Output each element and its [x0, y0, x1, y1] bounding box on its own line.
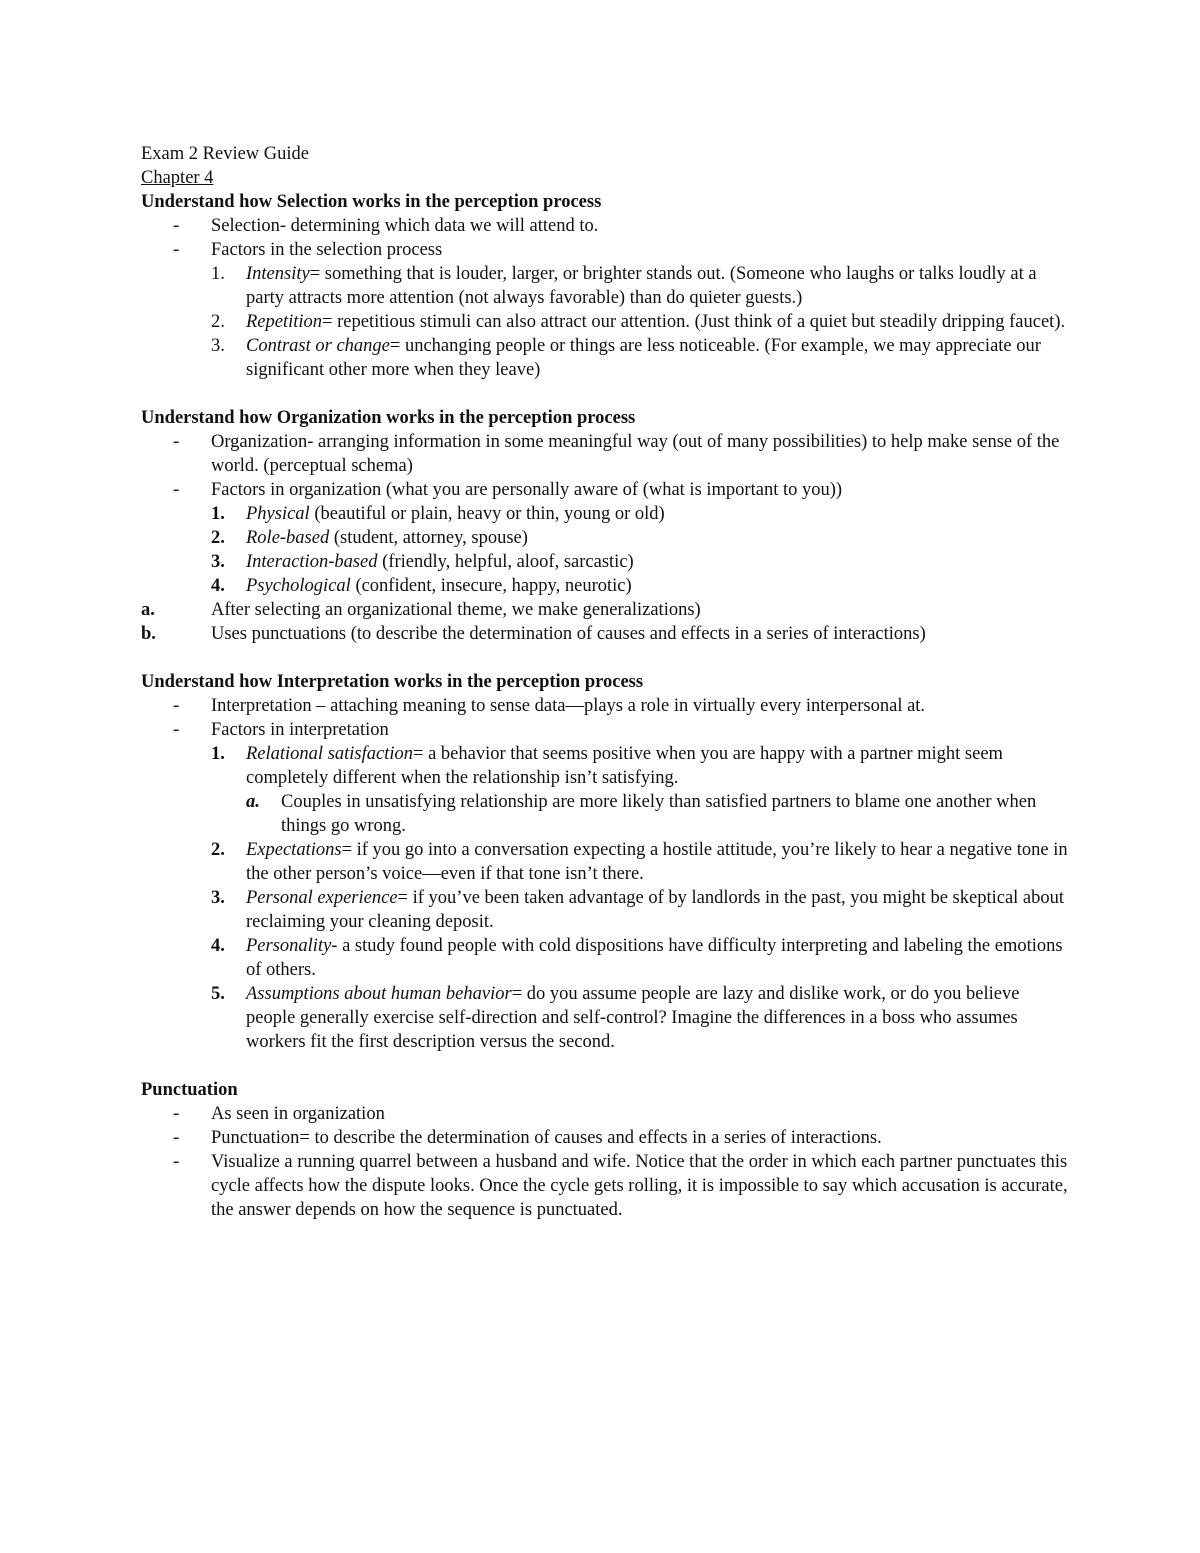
item-number: 3.	[211, 552, 225, 572]
item-text: = do you assume people are lazy and dislike work, or do you believe people generally exercise self-direction and self-control? Imagine the differences in a boss who assumes workers fit the first description versus the second.	[246, 984, 1020, 1052]
list-item	[141, 430, 1071, 478]
bullet-marker: -	[173, 696, 180, 716]
item-text: = if you’ve been taken advantage of by landlords in the past, you might be skeptical about reclaiming your cleaning deposit.	[246, 888, 1065, 932]
bullet-marker: -	[173, 240, 180, 260]
item-term: Repetition	[246, 312, 323, 332]
numbered-item	[141, 934, 1071, 982]
item-text: = a behavior that seems positive when you are happy with a partner might seem completely different when the relationship isn’t satisfying.	[246, 744, 1003, 788]
numbered-item	[141, 550, 1071, 574]
list-item	[141, 718, 1071, 742]
item-term: Physical	[246, 504, 310, 524]
bullet-text: Selection- determining which data we will attend to.	[211, 216, 599, 236]
bullet-text: Punctuation= to describe the determination of causes and effects in a series of interactions.	[211, 1128, 882, 1148]
item-term: Contrast or change	[246, 336, 390, 356]
item-term: Intensity	[246, 264, 310, 284]
bullet-marker: -	[173, 432, 180, 452]
item-text: After selecting an organizational theme, we make generalizations)	[211, 600, 701, 620]
bullet-text: Factors in the selection process	[211, 240, 443, 260]
item-term: Personality	[246, 936, 332, 956]
item-number: 4.	[211, 576, 225, 596]
numbered-item	[141, 838, 1071, 886]
numbered-item	[141, 982, 1071, 1054]
item-number: 2.	[211, 840, 225, 860]
numbered-item	[141, 886, 1071, 934]
item-term: Interaction-based	[246, 552, 378, 572]
item-number: 1.	[211, 504, 225, 524]
item-number: 4.	[211, 936, 225, 956]
item-text: (confident, insecure, happy, neurotic)	[350, 576, 632, 596]
bullet-text: Organization- arranging information in some meaningful way (out of many possibilities) to help make sense of the world. (perceptual schema)	[211, 432, 1060, 476]
bullet-text: Factors in organization (what you are personally aware of (what is important to you))	[211, 480, 843, 500]
document-page	[141, 142, 1071, 1222]
item-text: Uses punctuations (to describe the determination of causes and effects in a series of interactions)	[211, 624, 926, 644]
item-number: 3.	[211, 888, 225, 908]
numbered-item	[141, 742, 1071, 790]
list-item	[141, 238, 1071, 262]
lettered-item	[141, 598, 1071, 622]
item-number: 3.	[211, 336, 225, 356]
item-number: 1.	[211, 744, 225, 764]
item-number: 2.	[211, 312, 225, 332]
item-text: Couples in unsatisfying relationship are more likely than satisfied partners to blame one another when things go wrong.	[281, 792, 1037, 836]
bullet-marker: -	[173, 1128, 180, 1148]
bullet-text: As seen in organization	[211, 1104, 385, 1124]
bullet-marker: -	[173, 480, 180, 500]
item-term: Assumptions about human behavior	[246, 984, 512, 1004]
item-term: Role-based	[246, 528, 330, 548]
item-number: 2.	[211, 528, 225, 548]
item-letter: b.	[141, 624, 156, 644]
list-item	[141, 694, 1071, 718]
numbered-item	[141, 334, 1071, 382]
bullet-text: Factors in interpretation	[211, 720, 389, 740]
item-text: = something that is louder, larger, or brighter stands out. (Someone who laughs or talks loudly at a party attracts more attention (not always favorable) than do quieter guests.)	[246, 264, 1037, 308]
item-letter: a.	[141, 600, 155, 620]
list-item	[141, 214, 1071, 238]
item-text: = unchanging people or things are less noticeable. (For example, we may appreciate our significant other more when they leave)	[246, 336, 1041, 380]
chapter-heading: Chapter 4	[141, 168, 214, 188]
selection-heading: Understand how Selection works in the perception process	[141, 192, 602, 212]
lettered-item	[141, 622, 1071, 646]
item-text: (student, attorney, spouse)	[329, 528, 528, 548]
item-text: (friendly, helpful, aloof, sarcastic)	[377, 552, 634, 572]
list-item	[141, 478, 1071, 502]
numbered-item	[141, 574, 1071, 598]
numbered-item	[141, 502, 1071, 526]
interpretation-heading: Understand how Interpretation works in the perception process	[141, 672, 644, 692]
numbered-item	[141, 262, 1071, 310]
item-term: Relational satisfaction	[246, 744, 414, 764]
bullet-marker: -	[173, 216, 180, 236]
list-item	[141, 1102, 1071, 1126]
item-text: (beautiful or plain, heavy or thin, young or old)	[309, 504, 665, 524]
bullet-marker: -	[173, 720, 180, 740]
organization-heading: Understand how Organization works in the perception process	[141, 408, 636, 428]
bullet-text: Visualize a running quarrel between a husband and wife. Notice that the order in which each partner punctuates this cycle affects how the dispute looks. Once the cycle gets rolling, it is impossible to say which accusation is accurate, the answer depends on how the sequence is punctuated.	[211, 1152, 1068, 1220]
document-title: Exam 2 Review Guide	[141, 144, 309, 164]
item-letter: a.	[246, 792, 260, 812]
item-number: 5.	[211, 984, 225, 1004]
item-term: Psychological	[246, 576, 351, 596]
bullet-marker: -	[173, 1104, 180, 1124]
item-text: = repetitious stimuli can also attract our attention. (Just think of a quiet but steadily dripping faucet).	[322, 312, 1066, 332]
item-term: Personal experience	[246, 888, 398, 908]
numbered-item	[141, 310, 1071, 334]
item-text: - a study found people with cold dispositions have difficulty interpreting and labeling the emotions of others.	[246, 936, 1063, 980]
list-item	[141, 1126, 1071, 1150]
item-text: = if you go into a conversation expecting a hostile attitude, you’re likely to hear a negative tone in the other person’s voice—even if that tone isn’t there.	[246, 840, 1068, 884]
item-number: 1.	[211, 264, 225, 284]
item-term: Expectations	[246, 840, 342, 860]
list-item	[141, 1150, 1071, 1222]
numbered-item	[141, 526, 1071, 550]
bullet-text: Interpretation – attaching meaning to sense data—plays a role in virtually every interpersonal at.	[211, 696, 926, 716]
lettered-subitem	[141, 790, 1071, 838]
bullet-marker: -	[173, 1152, 180, 1172]
punctuation-heading: Punctuation	[141, 1080, 238, 1100]
